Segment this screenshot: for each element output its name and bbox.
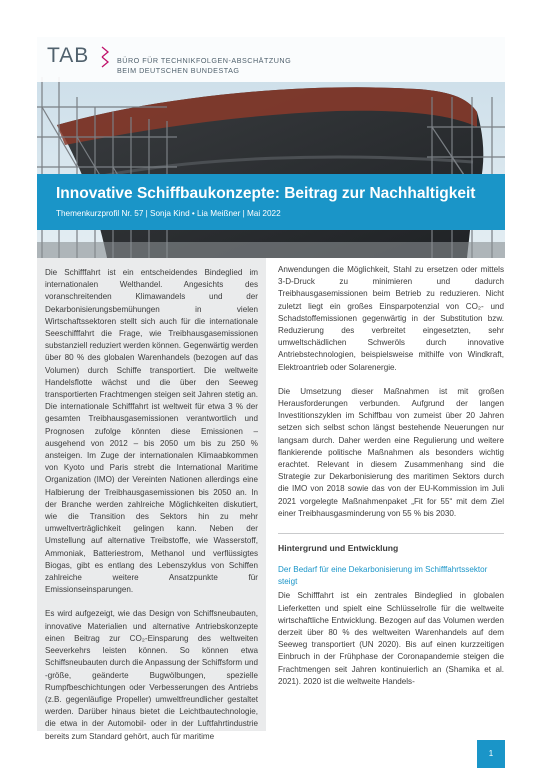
logo-bracket-icon	[101, 46, 110, 68]
section-divider	[278, 533, 504, 534]
org-name-line2: BEIM DEUTSCHEN BUNDESTAG	[117, 66, 240, 75]
page-number-box	[477, 740, 505, 768]
main-paragraph-1: Anwendungen die Möglichkeit, Stahl zu ersetzen oder mittels 3-D-Druck zu minimieren und dadurch Treibhausgasemissionen beim Betrieb zu reduzieren. Nicht zuletzt liegt ein großes Einsparpotenzial von CO₂- und Schadstoffemissionen gegenwärtig in der Substitution bzw. Reduzierung des verbreitet eingesetzten, sehr umweltschädlichen Schweröls durch innovative Antriebstechnologien, beispielsweise mithilfe von Windkraft, Elektroantrieb oder Solarenergie.	[278, 265, 504, 372]
section-paragraph: Die Schifffahrt ist ein zentrales Bindeglied in globalen Lieferketten und spielt eine Schlüsselrolle für die weltweite wirtschaftliche Entwicklung. Bezogen auf das Volumen werden derzeit über 80 % des weltweiten Warenhandels auf dem Seeweg transportiert (UN 2020). Bis auf einen kurzzeitigen Einbruch in der Frühphase der Coronapandemie steigen die Frachtmengen seit Jahren kontinuierlich an (Shamika et al. 2021). 2020 ist die weltweite Handels-	[278, 591, 504, 686]
main-paragraph-2: Die Umsetzung dieser Maßnahmen ist mit großen Herausforderungen verbunden. Aufgrund der langen Investitionszyklen im Schiffbau von zumeist über 20 Jahren setzen sich selbst schon längst bestehende Neuerungen nur langsam durch. Daher werden eine Regulierung und weitere flankierende politische Maßnahmen als besonders wichtig erachtet. Relevant in diesem Zusammenhang sind die Strategie zur Dekarbonisierung des maritimen Sektors durch die IMO von 2018 sowie das von der EU-Kommission im Juli 2021 vorgelegte Maßnahmenpaket „Fit for 55“ mit dem Ziel einer Treibhausgasminderung von 55 % bis 2030.	[278, 386, 504, 518]
subsection-heading: Der Bedarf für eine Dekarbonisierung im Schifffahrtssektor steigt	[278, 565, 488, 587]
summary-box	[37, 258, 266, 741]
header-logo-area	[37, 37, 505, 82]
document-title: Innovative Schiffbaukonzepte: Beitrag zur Nachhaltigkeit	[56, 185, 476, 202]
section-heading: Hintergrund und Entwicklung	[278, 543, 399, 554]
document-meta: Themenkurzprofil Nr. 57 | Sonja Kind • Lia Meißner | Mai 2022	[56, 209, 281, 218]
summary-paragraph-1: Die Schifffahrt ist ein entscheidendes Bindeglied im internationalen Welthandel. Angesichts des voranschreitenden Klimawandels und der Dekarbonisierungsbemühungen in vielen Wirtschaftssektoren stellt sich auch für die internationale Seeschifffahrt die Frage, wie Treibhausgasemissionen substanziell reduziert werden können. Gegenwärtig werden über 80 % des globalen Warenhandels (bezogen auf das Volumen) durch Schiffe transportiert. Die weltweite Handelsflotte wächst und die über den Seeweg transportierten Frachtmengen steigen seit Jahren stetig an. Die internationale Schifffahrt ist weltweit für etwa 3 % der gesamten Treibhausgasemissionen verantwortlich und Prognosen zufolge könnten diese Emissionen – ausgehend von 2012 – bis 2050 um bis zu 250 % ansteigen. Im Zuge der internationalen Klimaabkommen von Kyoto und Paris strebt die International Maritime Organization (IMO) der Vereinten Nationen allerdings eine Halbierung der Treibhausgasemissionen bis 2050 an. In der Branche werden zahlreiche Möglichkeiten diskutiert, wie die Transition des Sektors hin zu mehr umweltverträglichkeit gelingen kann. Neben der Umstellung auf alternative Treibstoffe, wie Wasserstoff, Ammoniak, Batteriestrom, Methanol und verflüssigtes Biogas, gibt es entlang des Lebenszyklus von Schiffen zahlreiche weitere Ansatzpunkte für Emissionseinsparungen.	[45, 268, 258, 595]
title-band	[37, 174, 505, 230]
summary-paragraph-2: Es wird aufgezeigt, wie das Design von Schiffsneubauten, innovative Materialien und alternative Antriebskonzepte einen Beitrag zur CO₂-Einsparung des weltweiten Seeverkehrs leisten können. So können etwa Schiffsneubauten durch die Anpassung der Schiffsform und -größe, geänderte Bugwölbungen, spezielle Rumpfbeschichtungen oder Verbesserungen des Antriebs (z.B. gegenläufige Propeller) umweltfreundlicher gestaltet werden. Darüber hinaus bietet die Leichtbautechnologie, die etwa in der Automobil- oder in der Luftfahrtindustrie bereits zum Standard gehört, auch für maritime	[45, 609, 258, 741]
page-number: 1	[488, 749, 494, 758]
tab-logo: TAB	[47, 44, 90, 67]
main-text-column	[278, 264, 504, 688]
org-name-line1: BÜRO FÜR TECHNIKFOLGEN-ABSCHÄTZUNG	[117, 56, 292, 65]
